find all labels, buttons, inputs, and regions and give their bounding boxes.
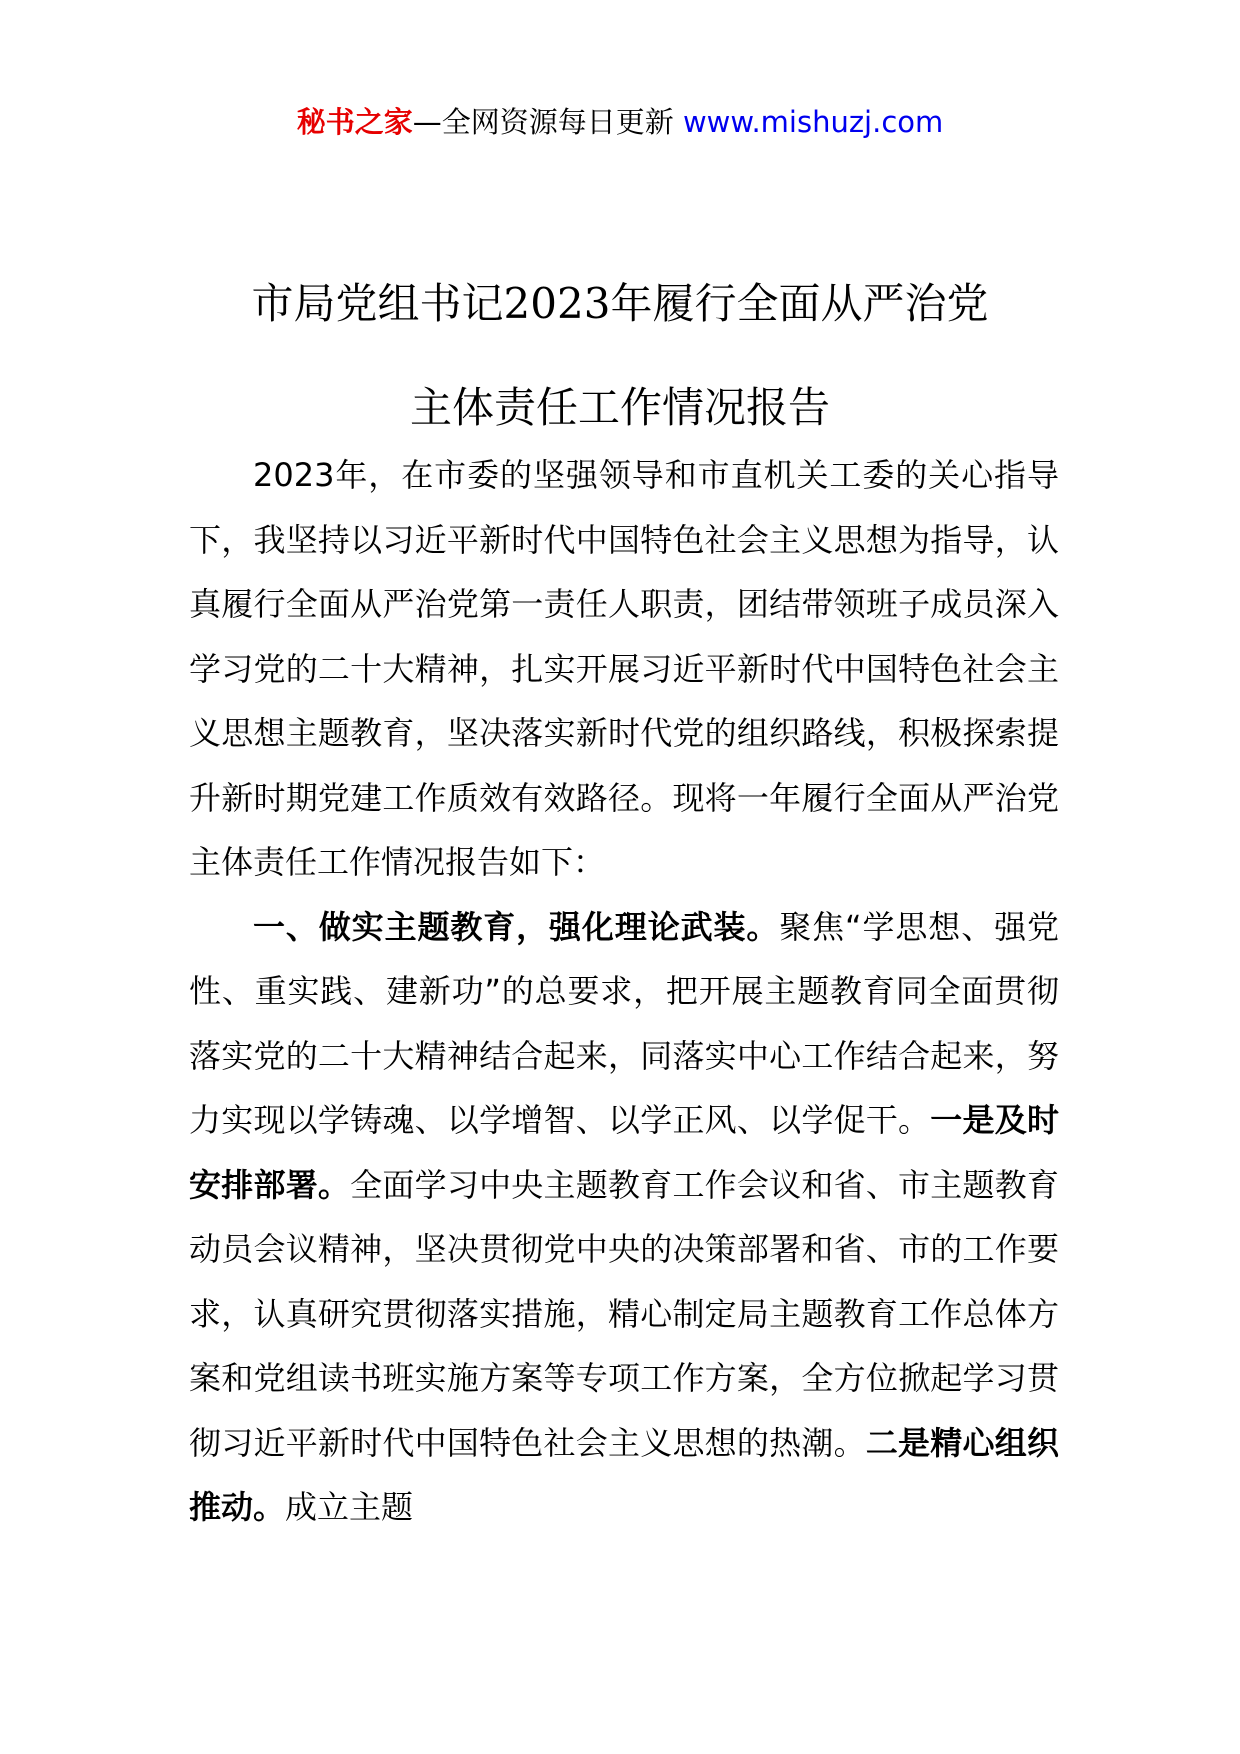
site-name: 秘书之家: [296, 105, 413, 139]
intro-paragraph: 2023年，在市委的坚强领导和市直机关工委的关心指导下，我坚持以习近平新时代中国特色社会主义思想为指导，认真履行全面从严治党第一责任人职责，团结带领班子成员深入学习党的二十大精神，扎实开展习近平新时代中国特色社会主义思想主题教育，坚决落实新时代党的组织路线，积极探索提升新时期党建工作质效有效路径。现将一年履行全面从严治党主体责任工作情况报告如下：: [189, 456, 1059, 881]
title-line1-suffix: 年履行全面从严治党: [610, 279, 989, 328]
point-2-heading: 二是精心组织推动。: [189, 1423, 1059, 1526]
title-line2: 主体责任工作情况报告: [409, 383, 830, 432]
section-1-paragraph: [189, 895, 1059, 1540]
site-url-link[interactable]: www.mishuzj.com: [682, 105, 944, 139]
document-title: [0, 252, 1240, 460]
page-header: [0, 102, 1240, 142]
section-1-text: 聚焦“学思想、强党性、重实践、建新功”的总要求，把开展主题教育同全面贯彻落实党的二十大精神结合起来，同落实中心工作结合起来，努力实现以学铸魂、以学增智、以学正风、以学促干。: [189, 907, 1059, 1139]
title-line1-prefix: 市局党组书记: [251, 279, 504, 328]
point-1-heading: 一是及时安排部署。: [189, 1101, 1059, 1204]
document-body: [189, 443, 1059, 1540]
site-tagline: —全网资源每日更新: [412, 105, 674, 139]
section-1-heading: 一、做实主题教育，强化理论武装。: [253, 907, 780, 946]
point-2-text: 成立主题: [285, 1488, 414, 1526]
title-year: 2023: [503, 279, 611, 328]
point-1-text: 全面学习中央主题教育工作会议和省、市主题教育动员会议精神，坚决贯彻党中央的决策部署和省、市的工作要求，认真研究贯彻落实措施，精心制定局主题教育工作总体方案和党组读书班实施方案等专项工作方案，全方位掀起学习贯彻习近平新时代中国特色社会主义思想的热潮。: [189, 1165, 1059, 1462]
title-line1: [252, 279, 989, 328]
